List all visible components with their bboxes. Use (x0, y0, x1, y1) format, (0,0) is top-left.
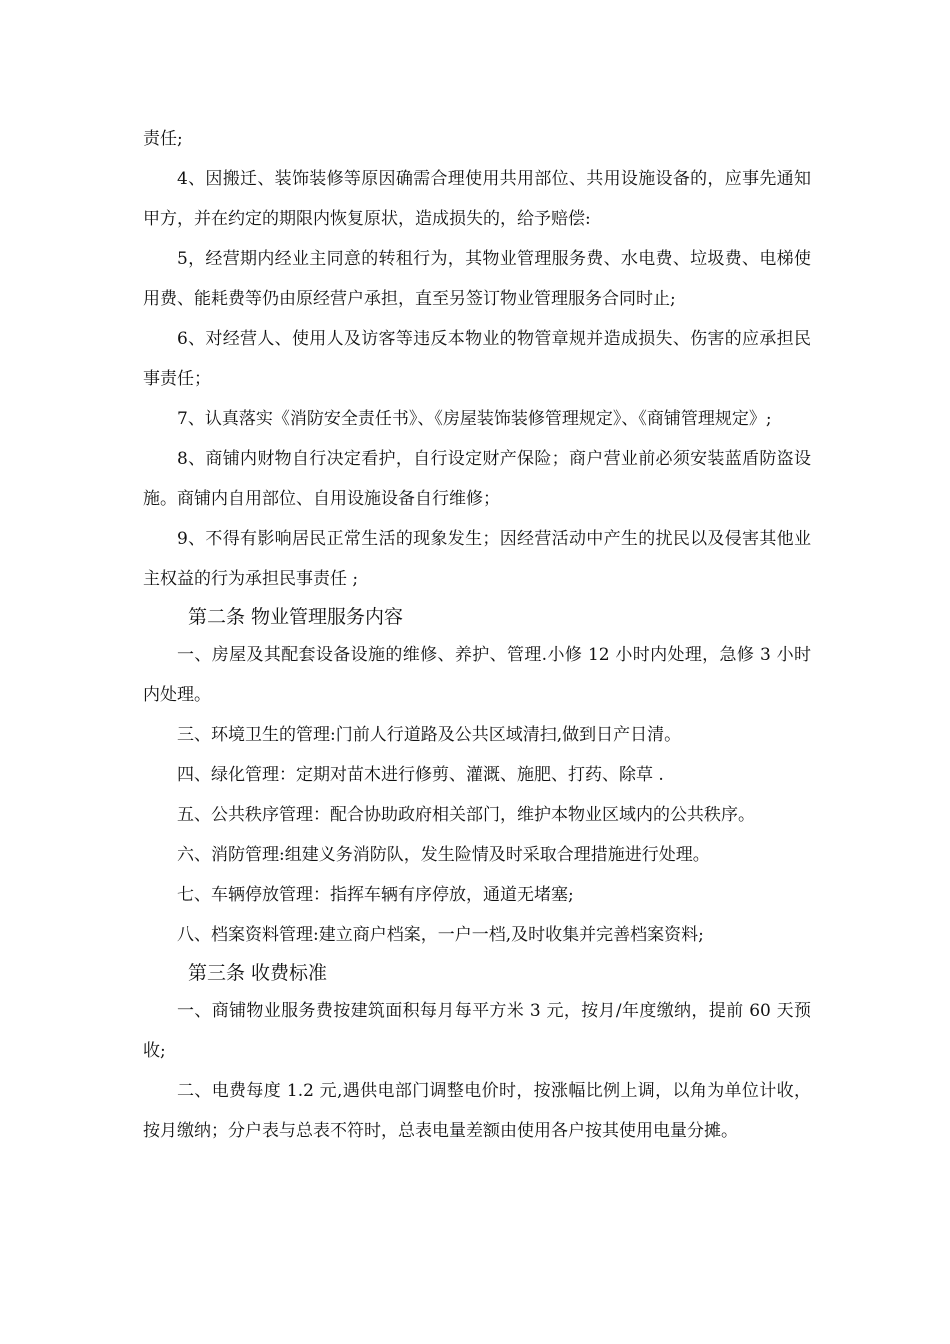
section-heading-article-2: 第二条 物业管理服务内容 (188, 606, 404, 628)
service-item-6: 六、消防管理:组建义务消防队，发生险情及时采取合理措施进行处理。 (177, 845, 710, 865)
service-item-3: 三、环境卫生的管理:门前人行道路及公共区域清扫,做到日产日清。 (177, 725, 682, 745)
service-item-1: 一、房屋及其配套设备设施的维修、养护、管理.小修 12 小时内处理，急修 3 小时内处理。 (143, 645, 811, 705)
section-heading-article-3: 第三条 收费标准 (188, 962, 328, 984)
clause-item-8: 8、商铺内财物自行决定看护，自行设定财产保险；商户营业前必须安装蓝盾防盗设施。商铺内自用部位、自用设施设备自行维修； (143, 449, 811, 509)
fee-item-1: 一、商铺物业服务费按建筑面积每月每平方米 3 元，按月/年度缴纳，提前 60 天预收; (143, 1001, 811, 1061)
clause-item-9: 9、不得有影响居民正常生活的现象发生；因经营活动中产生的扰民以及侵害其他业主权益的行为承担民事责任 ; (143, 529, 811, 589)
service-item-4: 四、绿化管理：定期对苗木进行修剪、灌溉、施肥、打药、除草 . (177, 765, 664, 785)
fee-item-2: 二、电费每度 1.2 元,遇供电部门调整电价时，按涨幅比例上调，以角为单位计收，按月缴纳；分户表与总表不符时，总表电量差额由使用各户按其使用电量分摊。 (143, 1081, 811, 1141)
service-item-8: 八、档案资料管理:建立商户档案，一户一档,及时收集并完善档案资料; (177, 925, 704, 945)
clause-item-7: 7、认真落实《消防安全责任书》、《房屋装饰装修管理规定》、《商铺管理规定》; (177, 409, 772, 429)
clause-item-6: 6、对经营人、使用人及访客等违反本物业的物管章规并造成损失、伤害的应承担民事责任； (143, 329, 811, 389)
service-item-5: 五、公共秩序管理：配合协助政府相关部门，维护本物业区域内的公共秩序。 (177, 805, 755, 825)
clause-item-4: 4、因搬迁、装饰装修等原因确需合理使用共用部位、共用设施设备的，应事先通知甲方，并在约定的期限内恢复原状，造成损失的，给予赔偿: (143, 169, 811, 229)
clause-item-5: 5，经营期内经业主同意的转租行为，其物业管理服务费、水电费、垃圾费、电梯使用费、能耗费等仍由原经营户承担，直至另签订物业管理服务合同时止; (143, 249, 811, 309)
continuation-text: 责任; (143, 129, 183, 149)
service-item-7: 七、车辆停放管理：指挥车辆有序停放，通道无堵塞; (177, 885, 574, 905)
document-body (143, 119, 811, 1151)
